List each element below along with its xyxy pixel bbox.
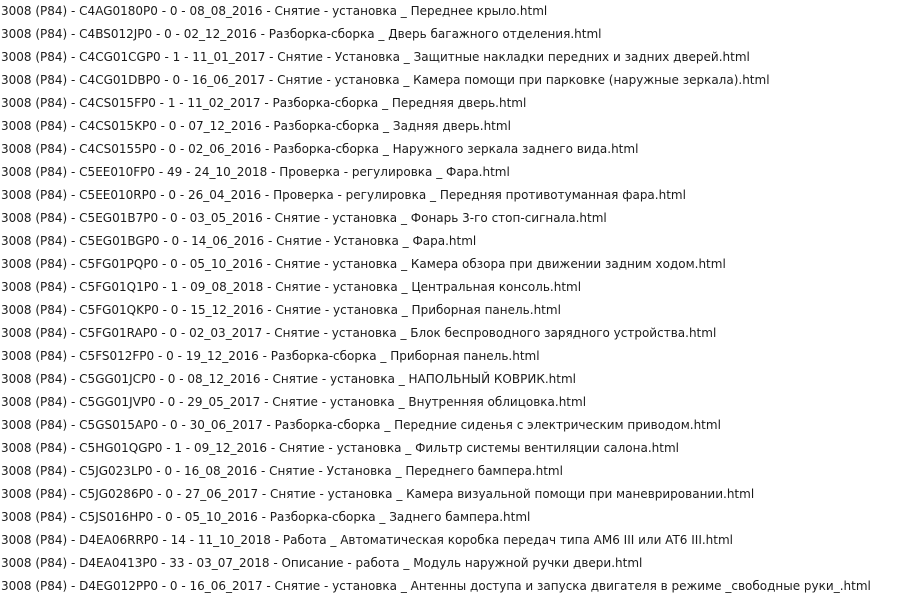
- file-list-item[interactable]: 3008 (P84) - C5FG01PQP0 - 0 - 05_10_2016 - Снятие - установка _ Камера обзора при движении задним ходом.html: [1, 257, 726, 271]
- file-list-item[interactable]: 3008 (P84) - C5FG01QKP0 - 0 - 15_12_2016 - Снятие - установка _ Приборная панель.html: [1, 303, 561, 317]
- file-list-item[interactable]: 3008 (P84) - D4EG012PP0 - 0 - 16_06_2017 - Снятие - установка _ Антенны доступа и запуска двигателя в режиме _свободные руки_.html: [1, 579, 871, 593]
- file-list-item[interactable]: 3008 (P84) - C4CS015KP0 - 0 - 07_12_2016 - Разборка-сборка _ Задняя дверь.html: [1, 119, 511, 133]
- file-list-item[interactable]: 3008 (P84) - C5GS015AP0 - 0 - 30_06_2017 - Разборка-сборка _ Передние сиденья с электрическим приводом.html: [1, 418, 721, 432]
- file-list-item[interactable]: 3008 (P84) - C4AG0180P0 - 0 - 08_08_2016 - Снятие - установка _ Переднее крыло.html: [1, 4, 548, 18]
- file-list-item[interactable]: 3008 (P84) - C4BS012JP0 - 0 - 02_12_2016 - Разборка-сборка _ Дверь багажного отделения.html: [1, 27, 602, 41]
- file-list-item[interactable]: 3008 (P84) - D4EA06RRP0 - 14 - 11_10_2018 - Работа _ Автоматическая коробка передач типа AM6 III или AT6 III.html: [1, 533, 734, 547]
- file-list-item[interactable]: 3008 (P84) - C5GG01JVP0 - 0 - 29_05_2017 - Снятие - установка _ Внутренняя облицовка.html: [1, 395, 587, 409]
- file-list-item[interactable]: 3008 (P84) - C4CG01CGP0 - 1 - 11_01_2017 - Снятие - Установка _ Защитные накладки передних и задних дверей.html: [1, 50, 750, 64]
- file-list-item[interactable]: 3008 (P84) - C5EE010FP0 - 49 - 24_10_2018 - Проверка - регулировка _ Фара.html: [1, 165, 510, 179]
- file-list-item[interactable]: 3008 (P84) - C4CS0155P0 - 0 - 02_06_2016 - Разборка-сборка _ Наружного зеркала заднего вида.html: [1, 142, 639, 156]
- file-list-item[interactable]: 3008 (P84) - C5JG023LP0 - 0 - 16_08_2016 - Снятие - Установка _ Переднего бампера.html: [1, 464, 563, 478]
- file-list-item[interactable]: 3008 (P84) - C5EG01BGP0 - 0 - 14_06_2016 - Снятие - Установка _ Фара.html: [1, 234, 477, 248]
- file-list-item[interactable]: 3008 (P84) - C5HG01QGP0 - 1 - 09_12_2016 - Снятие - установка _ Фильтр системы вентиляции салона.html: [1, 441, 679, 455]
- file-list-item[interactable]: 3008 (P84) - C5EE010RP0 - 0 - 26_04_2016 - Проверка - регулировка _ Передняя противотуманная фара.html: [1, 188, 686, 202]
- file-list-item[interactable]: 3008 (P84) - C5JG0286P0 - 0 - 27_06_2017 - Снятие - установка _ Камера визуальной помощи при маневрировании.html: [1, 487, 755, 501]
- file-list-item[interactable]: 3008 (P84) - C5FG01Q1P0 - 1 - 09_08_2018 - Снятие - установка _ Центральная консоль.html: [1, 280, 582, 294]
- file-list-item[interactable]: 3008 (P84) - C5GG01JCP0 - 0 - 08_12_2016 - Снятие - установка _ НАПОЛЬНЫЙ КОВРИК.html: [1, 372, 576, 386]
- file-list-item[interactable]: 3008 (P84) - D4EA0413P0 - 33 - 03_07_2018 - Описание - работа _ Модуль наружной ручки двери.html: [1, 556, 643, 570]
- file-list-item[interactable]: 3008 (P84) - C5JS016HP0 - 0 - 05_10_2016 - Разборка-сборка _ Заднего бампера.html: [1, 510, 531, 524]
- file-list-item[interactable]: 3008 (P84) - C5FG01RAP0 - 0 - 02_03_2017 - Снятие - установка _ Блок беспроводного зарядного устройства.html: [1, 326, 717, 340]
- file-list-item[interactable]: 3008 (P84) - C5FS012FP0 - 0 - 19_12_2016 - Разборка-сборка _ Приборная панель.html: [1, 349, 540, 363]
- file-list-item[interactable]: 3008 (P84) - C4CG01DBP0 - 0 - 16_06_2017 - Снятие - установка _ Камера помощи при парковке (наружные зеркала).html: [1, 73, 770, 87]
- file-list-item[interactable]: 3008 (P84) - C4CS015FP0 - 1 - 11_02_2017 - Разборка-сборка _ Передняя дверь.html: [1, 96, 527, 110]
- file-list-item[interactable]: 3008 (P84) - C5EG01B7P0 - 0 - 03_05_2016 - Снятие - установка _ Фонарь 3-го стоп-сигнала.html: [1, 211, 607, 225]
